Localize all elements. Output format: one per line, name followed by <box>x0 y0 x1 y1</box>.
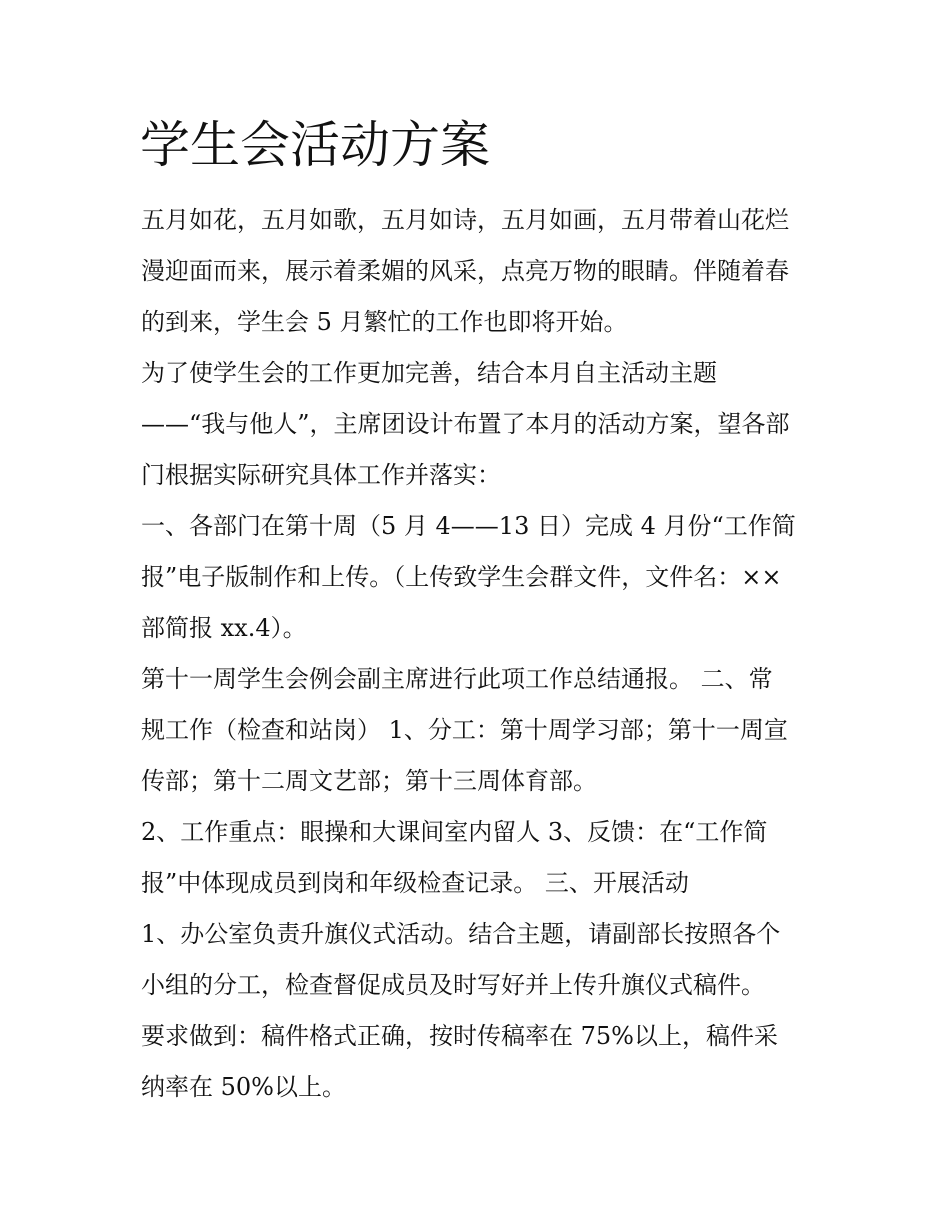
body-line: 1、办公室负责升旗仪式活动。结合主题，请副部长按照各个 <box>141 920 781 948</box>
body-line: 门根据实际研究具体工作并落实： <box>141 461 501 489</box>
body-line: 第十一周学生会例会副主席进行此项工作总结通报。 二、常 <box>141 665 773 693</box>
body-line: ——“我与他人”，主席团设计布置了本月的活动方案，望各部 <box>141 410 790 438</box>
body-line: 传部；第十二周文艺部；第十三周体育部。 <box>141 767 597 795</box>
body-line: 五月如花，五月如歌，五月如诗，五月如画，五月带着山花烂 <box>141 206 789 234</box>
body-line: 一、各部门在第十周（5 月 4——13 日）完成 4 月份“工作简 <box>141 512 796 540</box>
body-line: 小组的分工，检查督促成员及时写好并上传升旗仪式稿件。 <box>141 971 765 999</box>
body-line: 纳率在 50%以上。 <box>141 1073 346 1101</box>
body-line: 报”中体现成员到岗和年级检查记录。 三、开展活动 <box>141 869 689 897</box>
body-line: 要求做到：稿件格式正确，按时传稿率在 75%以上，稿件采 <box>141 1022 778 1050</box>
document-title: 学生会活动方案 <box>140 116 490 174</box>
body-line: 部简报 xx.4）。 <box>141 614 307 642</box>
body-line: 2、工作重点：眼操和大课间室内留人 3、反馈：在“工作简 <box>141 818 768 846</box>
body-line: 报”电子版制作和上传。（上传致学生会群文件，文件名：×× <box>141 563 782 591</box>
body-line: 的到来，学生会 5 月繁忙的工作也即将开始。 <box>141 308 628 336</box>
body-line: 漫迎面而来，展示着柔媚的风采，点亮万物的眼睛。伴随着春 <box>141 257 789 285</box>
body-line: 为了使学生会的工作更加完善，结合本月自主活动主题 <box>141 359 717 387</box>
body-line: 规工作（检查和站岗） 1、分工：第十周学习部；第十一周宣 <box>141 716 788 744</box>
